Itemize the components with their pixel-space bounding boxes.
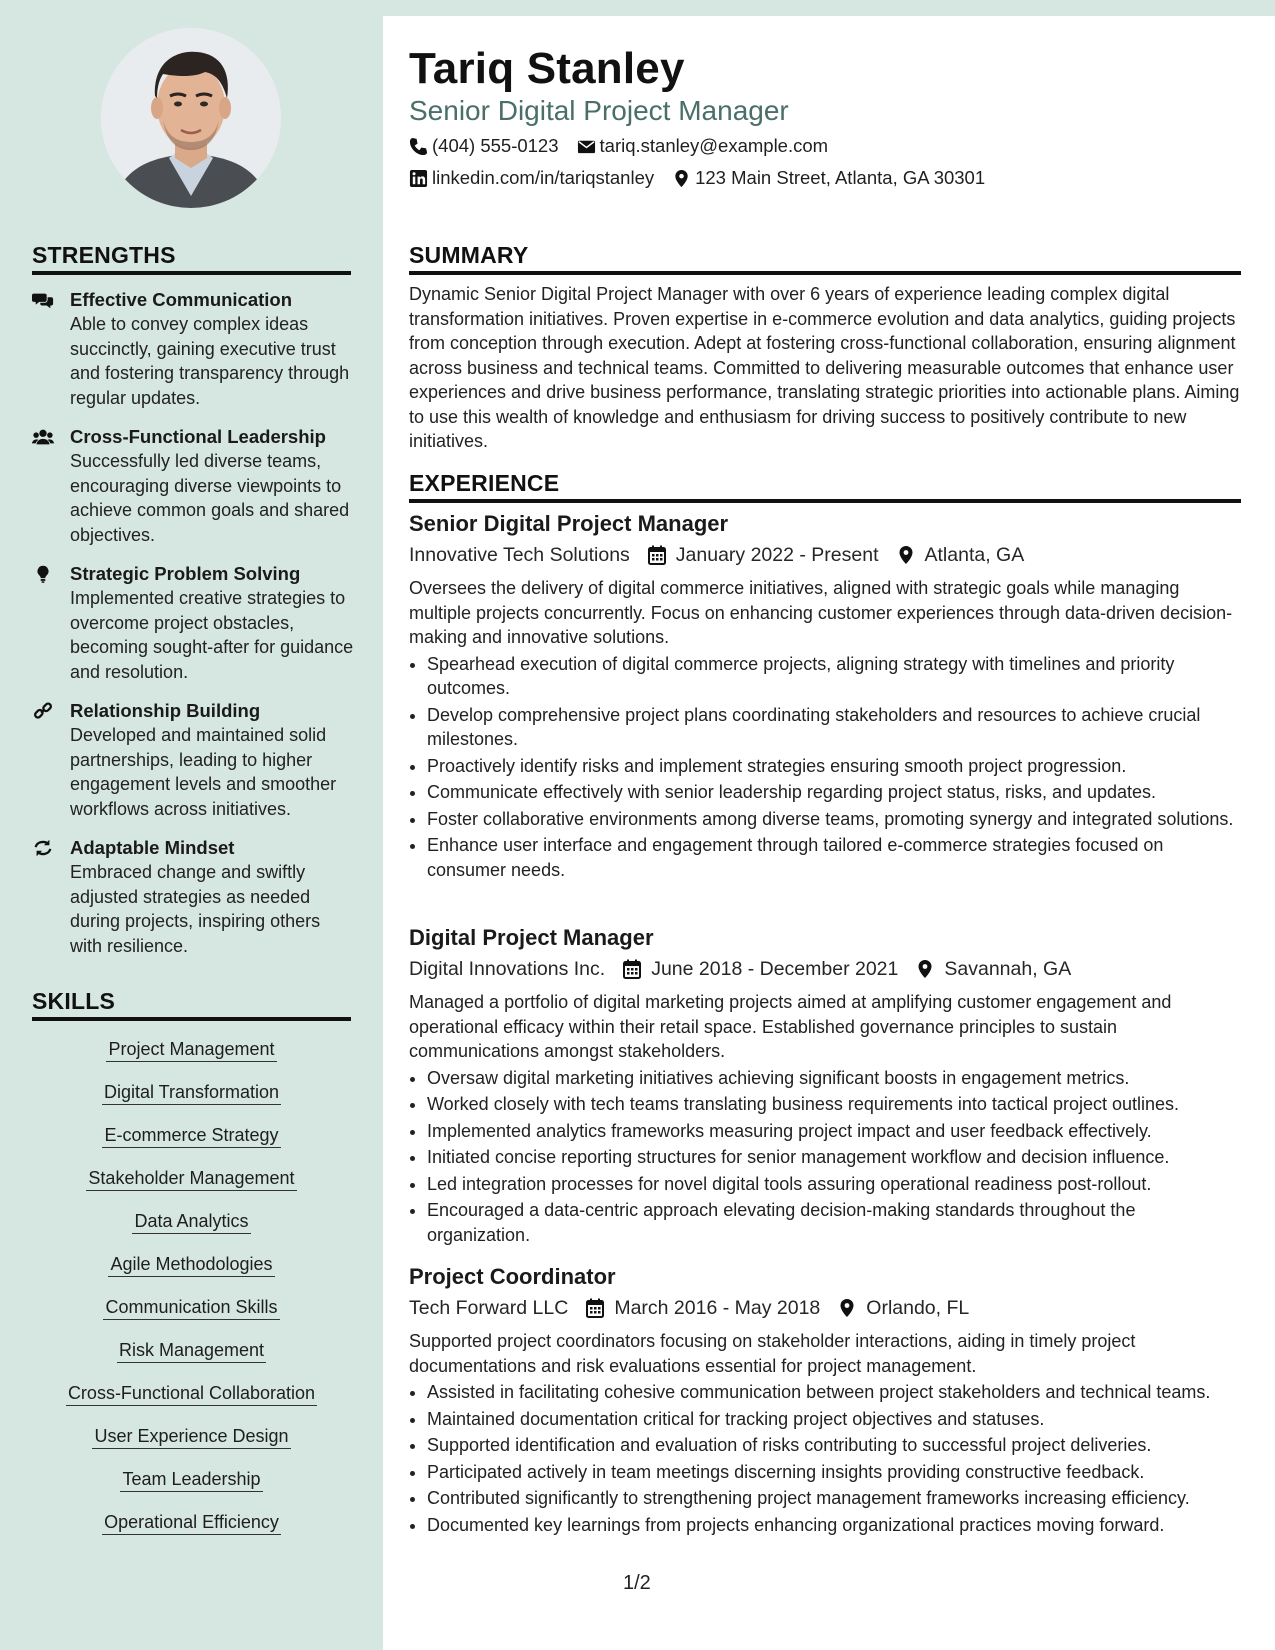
job-dates-text: June 2018 - December 2021 xyxy=(651,958,899,980)
job-meta xyxy=(409,954,1241,984)
linkedin-url: linkedin.com/in/tariqstanley xyxy=(432,167,655,188)
street-address: 123 Main Street, Atlanta, GA 30301 xyxy=(695,167,986,188)
job-title: Digital Project Manager xyxy=(409,925,654,950)
job-bullet: • Oversaw digital marketing initiatives achieving significant boosts in engagement metrics. xyxy=(427,1066,1241,1091)
phone-contact[interactable] xyxy=(409,135,559,157)
job-entry xyxy=(409,1263,1241,1539)
job-description: Managed a portfolio of digital marketing projects aimed at amplifying customer engagement and operational efficacy within their retail space. Established governance principles to sustain communications amongst stakeholders. xyxy=(409,992,1172,1061)
strength-description: Able to convey complex ideas succinctly, gaining executive trust and fostering transparency through regular updates. xyxy=(70,314,350,408)
strength-title: Adaptable Mindset xyxy=(70,837,235,858)
lightbulb-icon xyxy=(32,564,56,584)
job-location xyxy=(838,1293,969,1323)
job-bullet: • Foster collaborative environments among diverse teams, promoting synergy and integrated solutions. xyxy=(427,807,1241,832)
strength-title: Cross-Functional Leadership xyxy=(70,426,326,447)
job-bullet: • Supported identification and evaluation of risks contributing to successful project deliveries. xyxy=(427,1433,1241,1458)
strength-item xyxy=(32,425,357,547)
job-bullets xyxy=(409,1380,1241,1537)
top-accent-bar xyxy=(383,0,1275,16)
envelope-icon xyxy=(577,137,596,156)
strength-title: Effective Communication xyxy=(70,289,293,310)
job-bullet: • Enhance user interface and engagement through tailored e-commerce strategies focused on consumer needs. xyxy=(427,833,1241,882)
job-bullet: • Proactively identify risks and implement strategies ensuring smooth project progression. xyxy=(427,754,1241,779)
job-description: Oversees the delivery of digital commerce initiatives, aligned with strategic goals while managing multiple projects concurrently. Focus on enhancing customer experiences through data-driven decision-making and innovative solutions. xyxy=(409,578,1233,647)
job-description: Supported project coordinators focusing on stakeholder interactions, aiding in timely project documentations and risk evaluations essential for project management. xyxy=(409,1331,1136,1376)
job-bullet: • Maintained documentation critical for tracking project objectives and statuses. xyxy=(427,1407,1241,1432)
strength-description: Implemented creative strategies to overcome project obstacles, becoming sought-after for guidance and resolution. xyxy=(70,588,354,682)
candidate-role: Senior Digital Project Manager xyxy=(409,95,789,126)
sidebar xyxy=(0,0,383,1650)
strength-description: Developed and maintained solid partnerships, leading to higher engagement levels and smoother workflows across initiatives. xyxy=(70,725,337,819)
job-location-text: Savannah, GA xyxy=(944,958,1072,980)
skill-item: Risk Management xyxy=(117,1339,266,1363)
job-bullet: • Initiated concise reporting structures for senior management workflow and decision influence. xyxy=(427,1145,1241,1170)
job-bullet: • Worked closely with tech teams translating business requirements into tactical project outlines. xyxy=(427,1092,1241,1117)
job-meta xyxy=(409,540,1241,570)
job-bullet: • Led integration processes for novel digital tools assuring operational readiness post-rollout. xyxy=(427,1172,1241,1197)
phone-icon xyxy=(409,137,428,156)
job-company: Digital Innovations Inc. xyxy=(409,958,606,980)
email-address: tariq.stanley@example.com xyxy=(599,135,829,156)
job-dates-text: March 2016 - May 2018 xyxy=(614,1297,821,1319)
link-icon xyxy=(32,701,56,721)
job-location xyxy=(897,540,1025,570)
linkedin-contact[interactable] xyxy=(409,167,654,189)
job-title: Senior Digital Project Manager xyxy=(409,511,729,536)
map-marker-icon xyxy=(672,169,691,188)
avatar xyxy=(101,28,281,208)
calendar-icon xyxy=(648,545,666,565)
skill-item: Agile Methodologies xyxy=(108,1253,274,1277)
job-bullet: • Participated actively in team meetings discerning insights providing constructive feedback. xyxy=(427,1460,1241,1485)
job-bullet: • Contributed significantly to strengthening project management frameworks increasing efficiency. xyxy=(427,1486,1241,1511)
calendar-icon xyxy=(623,959,641,979)
skills-heading: SKILLS xyxy=(32,988,351,1021)
job-entry xyxy=(409,510,1241,884)
job-company: Tech Forward LLC xyxy=(409,1297,569,1319)
job-title: Project Coordinator xyxy=(409,1264,616,1289)
job-bullet: • Implemented analytics frameworks measuring project impact and user feedback effectively. xyxy=(427,1119,1241,1144)
job-location xyxy=(916,954,1071,984)
job-bullets xyxy=(409,652,1241,883)
skill-item: Project Management xyxy=(106,1038,276,1062)
strengths-list xyxy=(32,288,357,973)
job-bullet: • Communicate effectively with senior leadership regarding project status, risks, and updates. xyxy=(427,780,1241,805)
skill-item: Stakeholder Management xyxy=(86,1167,296,1191)
strengths-heading: STRENGTHS xyxy=(32,242,351,275)
job-location-text: Atlanta, GA xyxy=(924,544,1025,566)
strength-item xyxy=(32,562,357,684)
job-dates xyxy=(586,1293,820,1323)
users-icon xyxy=(32,427,56,447)
job-bullet: • Assisted in facilitating cohesive communication between project stakeholders and technical teams. xyxy=(427,1380,1241,1405)
strength-title: Relationship Building xyxy=(70,700,261,721)
job-dates-text: January 2022 - Present xyxy=(675,544,879,566)
strength-item xyxy=(32,699,357,821)
job-company: Innovative Tech Solutions xyxy=(409,544,630,566)
skill-item: Team Leadership xyxy=(120,1468,262,1492)
candidate-name: Tariq Stanley xyxy=(409,44,685,93)
summary-text: Dynamic Senior Digital Project Manager with over 6 years of experience leading complex digital transformation initiatives. Proven expertise in e-commerce evolution and data analytics, guiding projects from conception through execution. Adept at fostering cross-functional collaboration, ensuring alignment across business and technical teams. Committed to delivering measurable outcomes that enhance user experiences and drive business performance, translating strategic priorities into actionable plans. Aiming to use this wealth of knowledge and enthusiasm for driving success to positively contribute to new initiatives. xyxy=(409,284,1240,451)
job-entry xyxy=(409,924,1241,1249)
page-number: 1/2 xyxy=(623,1572,651,1594)
sync-icon xyxy=(32,838,56,858)
skill-item: Digital Transformation xyxy=(102,1081,281,1105)
experience-heading: EXPERIENCE xyxy=(409,470,1241,503)
job-location-text: Orlando, FL xyxy=(866,1297,970,1319)
job-bullets xyxy=(409,1066,1241,1248)
skill-item: Data Analytics xyxy=(132,1210,250,1234)
map-marker-icon xyxy=(897,545,915,565)
job-meta xyxy=(409,1293,1241,1323)
contact-row xyxy=(409,167,1003,189)
summary-heading: SUMMARY xyxy=(409,242,1241,275)
skill-item: E-commerce Strategy xyxy=(102,1124,280,1148)
job-dates xyxy=(623,954,898,984)
job-bullet: • Spearhead execution of digital commerce projects, aligning strategy with timelines and priority outcomes. xyxy=(427,652,1241,701)
email-contact[interactable] xyxy=(577,135,829,157)
comments-icon xyxy=(32,290,56,310)
skill-item: Communication Skills xyxy=(103,1296,279,1320)
skills-list xyxy=(32,1038,351,1554)
calendar-icon xyxy=(586,1298,604,1318)
strength-item xyxy=(32,836,357,958)
strength-item xyxy=(32,288,357,410)
phone-number: (404) 555-0123 xyxy=(432,135,559,156)
strength-description: Successfully led diverse teams, encouraging diverse viewpoints to achieve common goals and shared objectives. xyxy=(70,451,350,545)
strength-title: Strategic Problem Solving xyxy=(70,563,301,584)
skill-item: User Experience Design xyxy=(92,1425,290,1449)
job-bullet: • Develop comprehensive project plans coordinating stakeholders and resources to achieve crucial milestones. xyxy=(427,703,1241,752)
map-marker-icon xyxy=(838,1298,856,1318)
job-dates xyxy=(648,540,879,570)
strength-description: Embraced change and swiftly adjusted strategies as needed during projects, inspiring others with resilience. xyxy=(70,862,321,956)
job-bullet: • Encouraged a data-centric approach elevating decision-making standards throughout the organization. xyxy=(427,1198,1241,1247)
job-bullet: • Documented key learnings from projects enhancing organizational practices moving forward. xyxy=(427,1513,1241,1538)
linkedin-icon xyxy=(409,169,428,188)
address-contact xyxy=(672,167,985,189)
skill-item: Operational Efficiency xyxy=(102,1511,281,1535)
skill-item: Cross-Functional Collaboration xyxy=(66,1382,317,1406)
contact-row xyxy=(409,135,846,157)
map-marker-icon xyxy=(916,959,934,979)
